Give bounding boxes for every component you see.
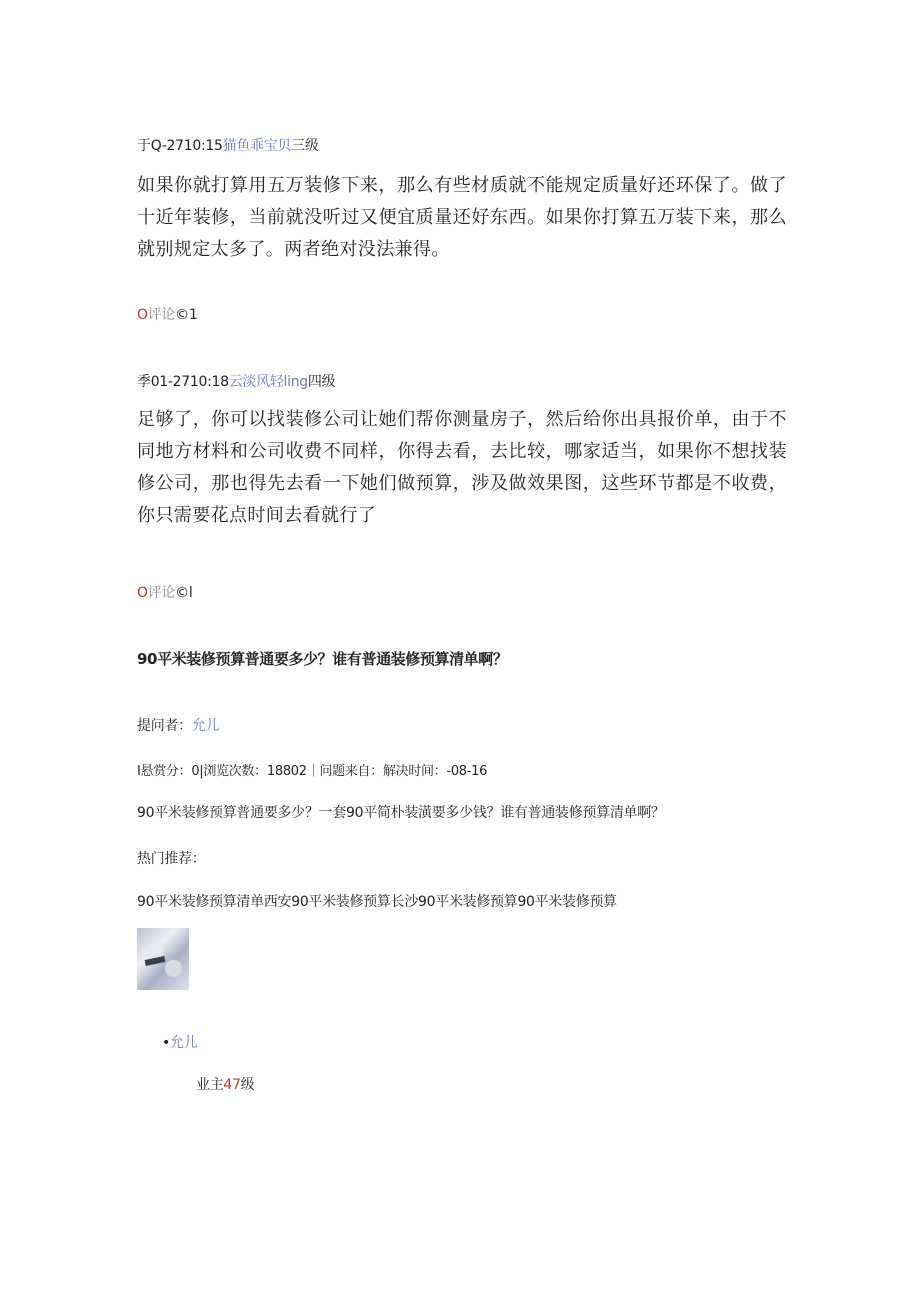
avatar-image[interactable] bbox=[137, 928, 189, 990]
answer-username-link[interactable]: 云淡风轻ling bbox=[228, 374, 308, 390]
profile-name-link[interactable]: 允儿 bbox=[169, 1035, 198, 1051]
profile-level bbox=[196, 1074, 254, 1094]
profile-name-row bbox=[162, 1032, 197, 1052]
answer-username-link[interactable]: 猫鱼乖宝贝 bbox=[222, 138, 292, 154]
answer-body: 如果你就打算用五万装修下来，那么有些材质就不能规定质量好还环保了。做了十近年装修，当前就没听过又便宜质量还好东西。如果你打算五万装下来，那么就别规定太多了。两者绝对没法兼得。 bbox=[137, 175, 787, 260]
comment-count: ©1 bbox=[175, 307, 198, 323]
answer-level: 四级 bbox=[307, 374, 336, 390]
comment-label[interactable]: 评论 bbox=[147, 585, 176, 601]
comment-icon: O bbox=[137, 307, 148, 323]
profile-level-suffix: 级 bbox=[240, 1077, 255, 1093]
question-asker bbox=[137, 715, 219, 735]
answer-body: 足够了，你可以找装修公司让她们帮你测量房子，然后给你出具报价单，由于不同地方材料和公司收费不同样，你得去看，去比较，哪家适当，如果你不想找装修公司，那也得先去看一下她们做预算，涉及做效果图，这些环节都是不收费，你只需要花点时间去看就行了 bbox=[137, 409, 787, 526]
avatar-detail bbox=[145, 956, 166, 966]
question-stats: I悬赏分：0|浏览次数：18802｜问题来自：解决时间：-08-16 bbox=[137, 764, 488, 779]
answer-timestamp: 于Q-2710:15 bbox=[137, 138, 223, 154]
asker-label: 提问者： bbox=[137, 718, 192, 734]
question-title: 90平米装修预算普通要多少？谁有普通装修预算清单啊？ bbox=[137, 650, 508, 668]
hot-recommend-label: 热门推荐： bbox=[137, 851, 206, 867]
comment-label[interactable]: 评论 bbox=[147, 307, 176, 323]
answer-level: 三级 bbox=[291, 138, 319, 154]
answer-meta bbox=[137, 371, 335, 391]
comment-icon: O bbox=[137, 585, 148, 601]
answer-comment-row[interactable] bbox=[137, 582, 192, 602]
comment-count: ©l bbox=[175, 585, 193, 601]
answer-meta bbox=[137, 135, 319, 155]
question-description: 90平米装修预算普通要多少？一套90平简朴装潢要多少钱？谁有普通装修预算清单啊？ bbox=[137, 805, 665, 821]
asker-name-link[interactable]: 允儿 bbox=[191, 718, 220, 734]
profile-level-number: 47 bbox=[223, 1077, 241, 1093]
profile-role: 业主 bbox=[196, 1077, 224, 1093]
answer-comment-row[interactable] bbox=[137, 304, 197, 324]
answer-timestamp: 季01-2710:18 bbox=[137, 374, 229, 390]
bullet-icon: • bbox=[162, 1035, 170, 1051]
hot-recommend-links[interactable]: 90平米装修预算清单西安90平米装修预算长沙90平米装修预算90平米装修预算 bbox=[137, 894, 617, 910]
